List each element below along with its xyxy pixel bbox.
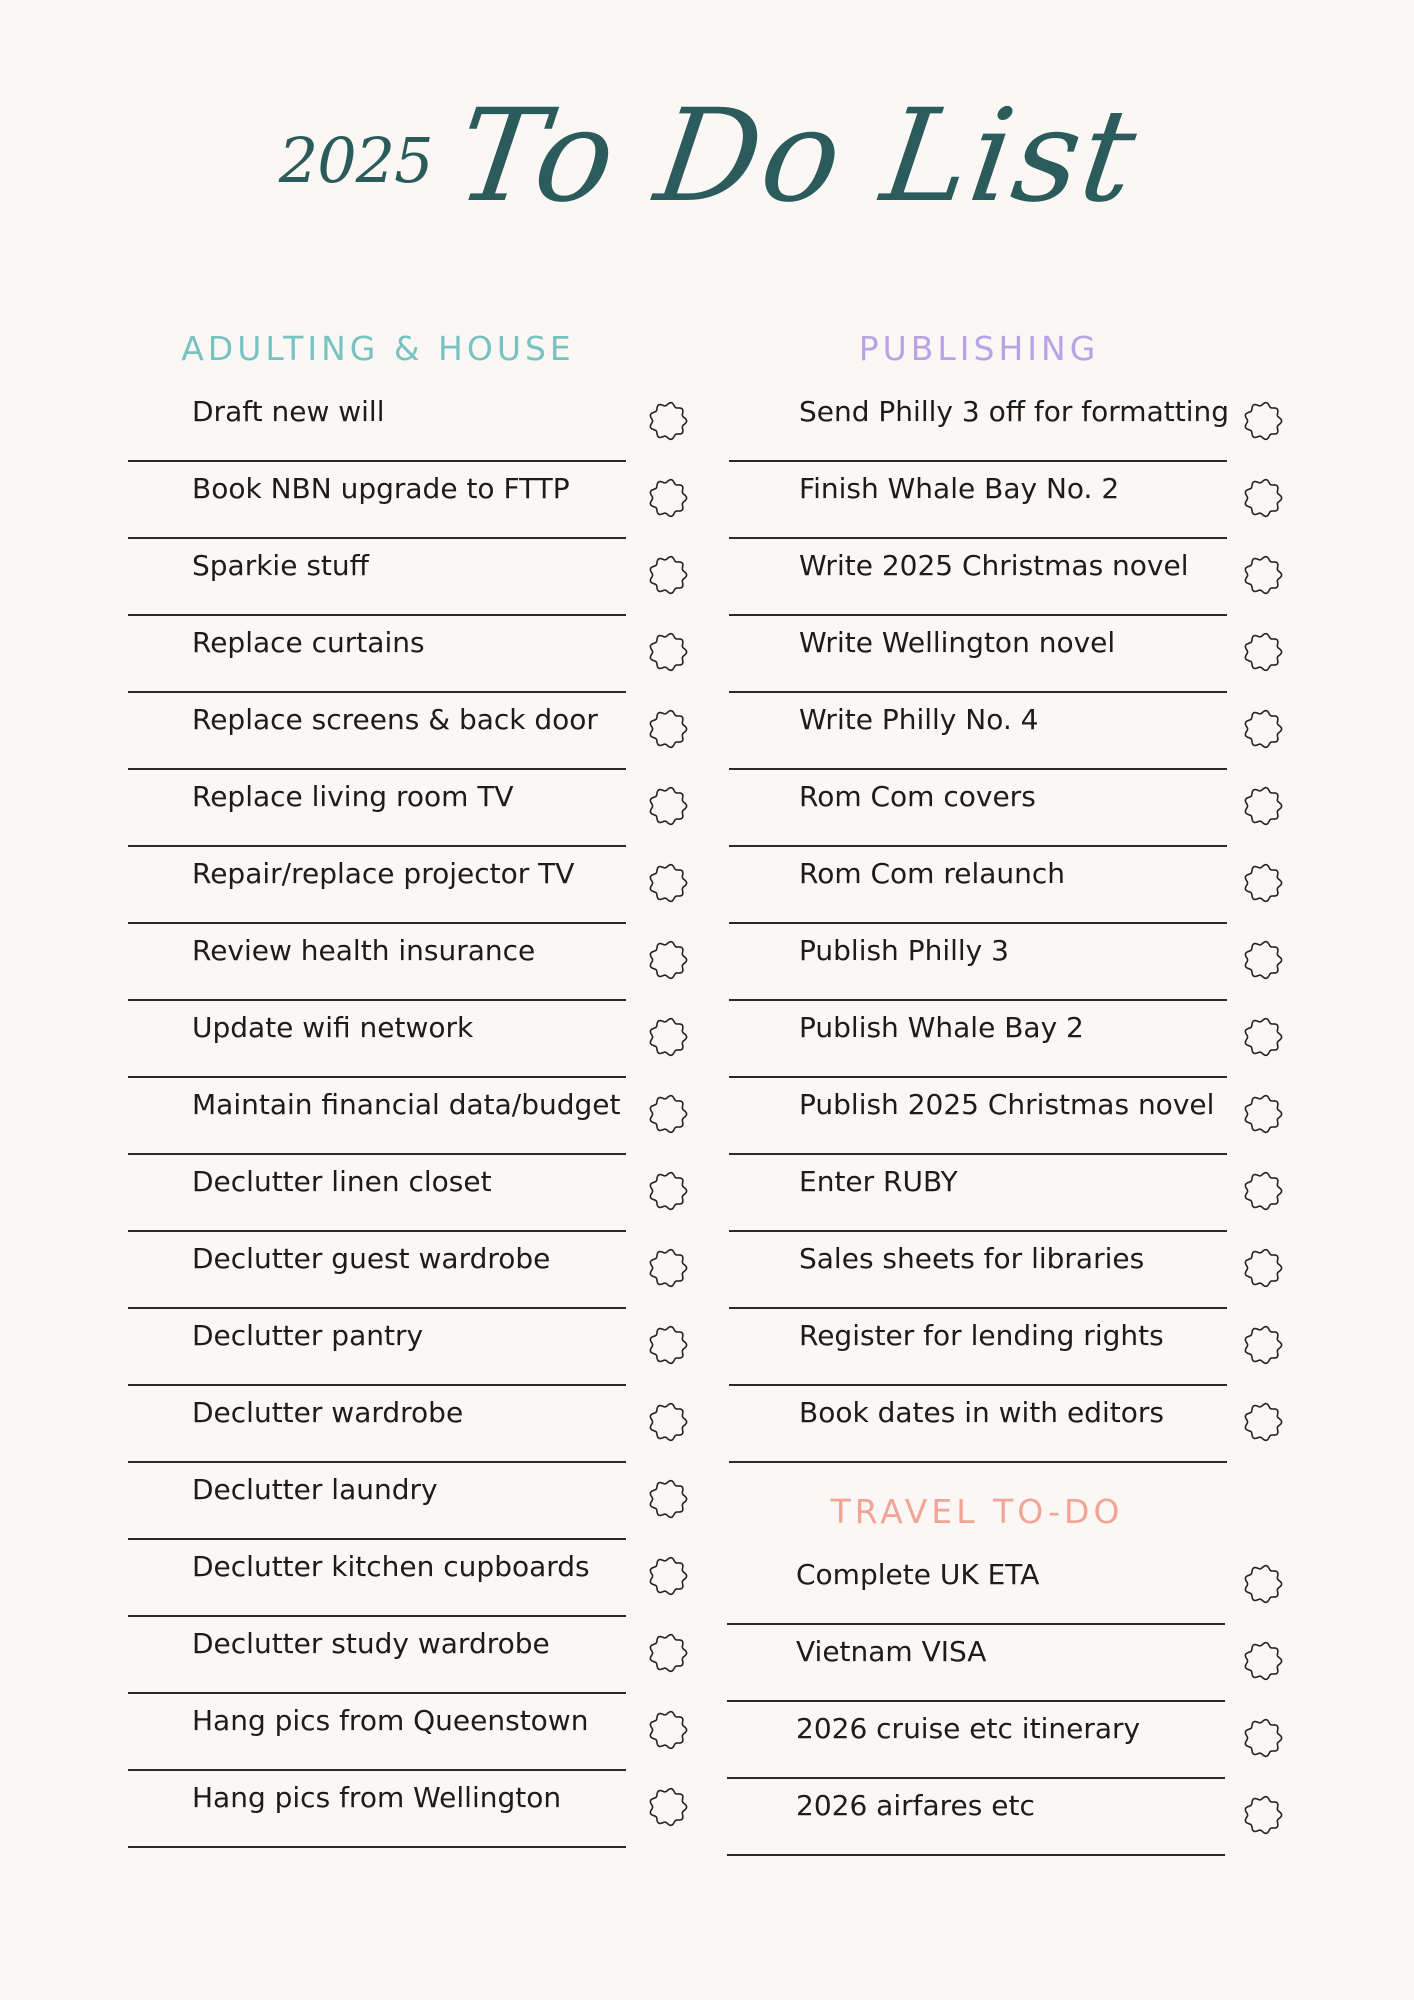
- adulting-heading: ADULTING & HOUSE: [181, 329, 575, 368]
- checkbox-icon[interactable]: [1242, 1401, 1284, 1443]
- list-item: [128, 770, 688, 847]
- checkbox-icon[interactable]: [1242, 631, 1284, 673]
- checkbox-icon[interactable]: [1242, 939, 1284, 981]
- list-item: [128, 1540, 688, 1617]
- list-item: [128, 1771, 688, 1848]
- list-item: [729, 770, 1299, 847]
- list-item: [727, 1702, 1299, 1779]
- list-item-label: Complete UK ETA: [796, 1558, 1040, 1591]
- checkbox-icon[interactable]: [1242, 1093, 1284, 1135]
- list-item: [128, 616, 688, 693]
- checkbox-icon[interactable]: [1242, 1794, 1284, 1836]
- travel-heading: TRAVEL TO-DO: [830, 1492, 1124, 1531]
- checkbox-icon[interactable]: [1242, 477, 1284, 519]
- title-main: To Do List: [448, 82, 1146, 231]
- checkbox-icon[interactable]: [647, 477, 689, 519]
- list-item: [729, 462, 1299, 539]
- publishing-section: [729, 327, 1299, 1463]
- list-item-label: Maintain financial data/budget: [192, 1088, 621, 1121]
- list-item: [729, 693, 1299, 770]
- list-item: [128, 924, 688, 1001]
- checkbox-icon[interactable]: [1242, 1324, 1284, 1366]
- list-item: [128, 1232, 688, 1309]
- checkbox-icon[interactable]: [1242, 1016, 1284, 1058]
- list-item-label: Declutter kitchen cupboards: [192, 1550, 590, 1583]
- checkbox-icon[interactable]: [647, 1093, 689, 1135]
- checkbox-icon[interactable]: [647, 1170, 689, 1212]
- list-item-label: Write Wellington novel: [799, 626, 1116, 659]
- checkbox-icon[interactable]: [1242, 1247, 1284, 1289]
- travel-section: [727, 1490, 1299, 1856]
- list-item-label: Replace living room TV: [192, 780, 514, 813]
- list-item: [729, 1001, 1299, 1078]
- page-title: [0, 82, 1414, 231]
- list-item: [128, 1001, 688, 1078]
- publishing-heading: PUBLISHING: [858, 329, 1100, 368]
- list-item-label: Book dates in with editors: [799, 1396, 1164, 1429]
- item-divider: [128, 1846, 626, 1848]
- list-item: [128, 1463, 688, 1540]
- list-item-label: Write 2025 Christmas novel: [799, 549, 1189, 582]
- list-item-label: Declutter study wardrobe: [192, 1627, 550, 1660]
- list-item-label: Sales sheets for libraries: [799, 1242, 1145, 1275]
- list-item: [128, 539, 688, 616]
- list-item: [729, 616, 1299, 693]
- list-item-label: Publish 2025 Christmas novel: [799, 1088, 1215, 1121]
- checkbox-icon[interactable]: [647, 1478, 689, 1520]
- checkbox-icon[interactable]: [1242, 554, 1284, 596]
- list-item-label: Book NBN upgrade to FTTP: [192, 472, 570, 505]
- list-item-label: Send Philly 3 off for formatting: [799, 395, 1229, 428]
- item-divider: [729, 1461, 1227, 1463]
- adulting-section: [128, 327, 688, 1848]
- list-item-label: Declutter linen closet: [192, 1165, 492, 1198]
- list-item: [729, 924, 1299, 1001]
- list-item: [128, 1078, 688, 1155]
- list-item: [128, 462, 688, 539]
- checkbox-icon[interactable]: [647, 1709, 689, 1751]
- list-item-label: Repair/replace projector TV: [192, 857, 575, 890]
- list-item-label: Rom Com relaunch: [799, 857, 1066, 890]
- list-item: [729, 539, 1299, 616]
- list-item-label: Declutter wardrobe: [192, 1396, 464, 1429]
- list-item-label: Publish Whale Bay 2: [799, 1011, 1084, 1044]
- list-item: [727, 1548, 1299, 1625]
- list-item-label: Write Philly No. 4: [799, 703, 1039, 736]
- checkbox-icon[interactable]: [647, 1324, 689, 1366]
- list-item: [128, 1694, 688, 1771]
- list-item-label: Update wifi network: [192, 1011, 474, 1044]
- checkbox-icon[interactable]: [1242, 785, 1284, 827]
- list-item-label: Publish Philly 3: [799, 934, 1009, 967]
- list-item: [128, 693, 688, 770]
- list-item-label: Enter RUBY: [799, 1165, 958, 1198]
- list-item-label: Hang pics from Queenstown: [192, 1704, 589, 1737]
- checkbox-icon[interactable]: [647, 939, 689, 981]
- list-item: [128, 847, 688, 924]
- checkbox-icon[interactable]: [647, 1247, 689, 1289]
- checkbox-icon[interactable]: [647, 1632, 689, 1674]
- checkbox-icon[interactable]: [647, 1786, 689, 1828]
- list-item: [729, 1232, 1299, 1309]
- list-item: [727, 1779, 1299, 1856]
- publishing-list: [729, 385, 1299, 1463]
- list-item: [128, 1155, 688, 1232]
- list-item: [128, 1617, 688, 1694]
- checkbox-icon[interactable]: [647, 708, 689, 750]
- checkbox-icon[interactable]: [1242, 1640, 1284, 1682]
- list-item-label: Hang pics from Wellington: [192, 1781, 562, 1814]
- list-item: [729, 1386, 1299, 1463]
- list-item-label: Sparkie stuff: [192, 549, 369, 582]
- checkbox-icon[interactable]: [1242, 1170, 1284, 1212]
- travel-list: [727, 1548, 1299, 1856]
- list-item-label: Review health insurance: [192, 934, 536, 967]
- list-item: [729, 1155, 1299, 1232]
- list-item-label: Declutter pantry: [192, 1319, 424, 1352]
- list-item-label: 2026 cruise etc itinerary: [796, 1712, 1141, 1745]
- list-item: [128, 1309, 688, 1386]
- list-item-label: Replace screens & back door: [192, 703, 598, 736]
- checkbox-icon[interactable]: [1242, 1717, 1284, 1759]
- list-item: [128, 385, 688, 462]
- list-item: [729, 385, 1299, 462]
- item-divider: [727, 1854, 1225, 1856]
- checkbox-icon[interactable]: [647, 400, 689, 442]
- list-item-label: Replace curtains: [192, 626, 425, 659]
- list-item: [128, 1386, 688, 1463]
- checkbox-icon[interactable]: [647, 1401, 689, 1443]
- checkbox-icon[interactable]: [1242, 1563, 1284, 1605]
- list-item: [727, 1625, 1299, 1702]
- list-item: [729, 847, 1299, 924]
- checkbox-icon[interactable]: [1242, 400, 1284, 442]
- checkbox-icon[interactable]: [1242, 708, 1284, 750]
- list-item-label: Declutter laundry: [192, 1473, 438, 1506]
- checkbox-icon[interactable]: [647, 554, 689, 596]
- list-item-label: 2026 airfares etc: [796, 1789, 1035, 1822]
- list-item-label: Declutter guest wardrobe: [192, 1242, 551, 1275]
- checkbox-icon[interactable]: [1242, 862, 1284, 904]
- checkbox-icon[interactable]: [647, 1016, 689, 1058]
- checkbox-icon[interactable]: [647, 862, 689, 904]
- list-item: [729, 1309, 1299, 1386]
- list-item-label: Register for lending rights: [799, 1319, 1164, 1352]
- list-item: [729, 1078, 1299, 1155]
- title-year: 2025: [278, 124, 433, 197]
- checkbox-icon[interactable]: [647, 631, 689, 673]
- list-item-label: Draft new will: [192, 395, 385, 428]
- checkbox-icon[interactable]: [647, 1555, 689, 1597]
- list-item-label: Vietnam VISA: [796, 1635, 987, 1668]
- checkbox-icon[interactable]: [647, 785, 689, 827]
- adulting-list: [128, 385, 688, 1848]
- list-item-label: Finish Whale Bay No. 2: [799, 472, 1120, 505]
- list-item-label: Rom Com covers: [799, 780, 1036, 813]
